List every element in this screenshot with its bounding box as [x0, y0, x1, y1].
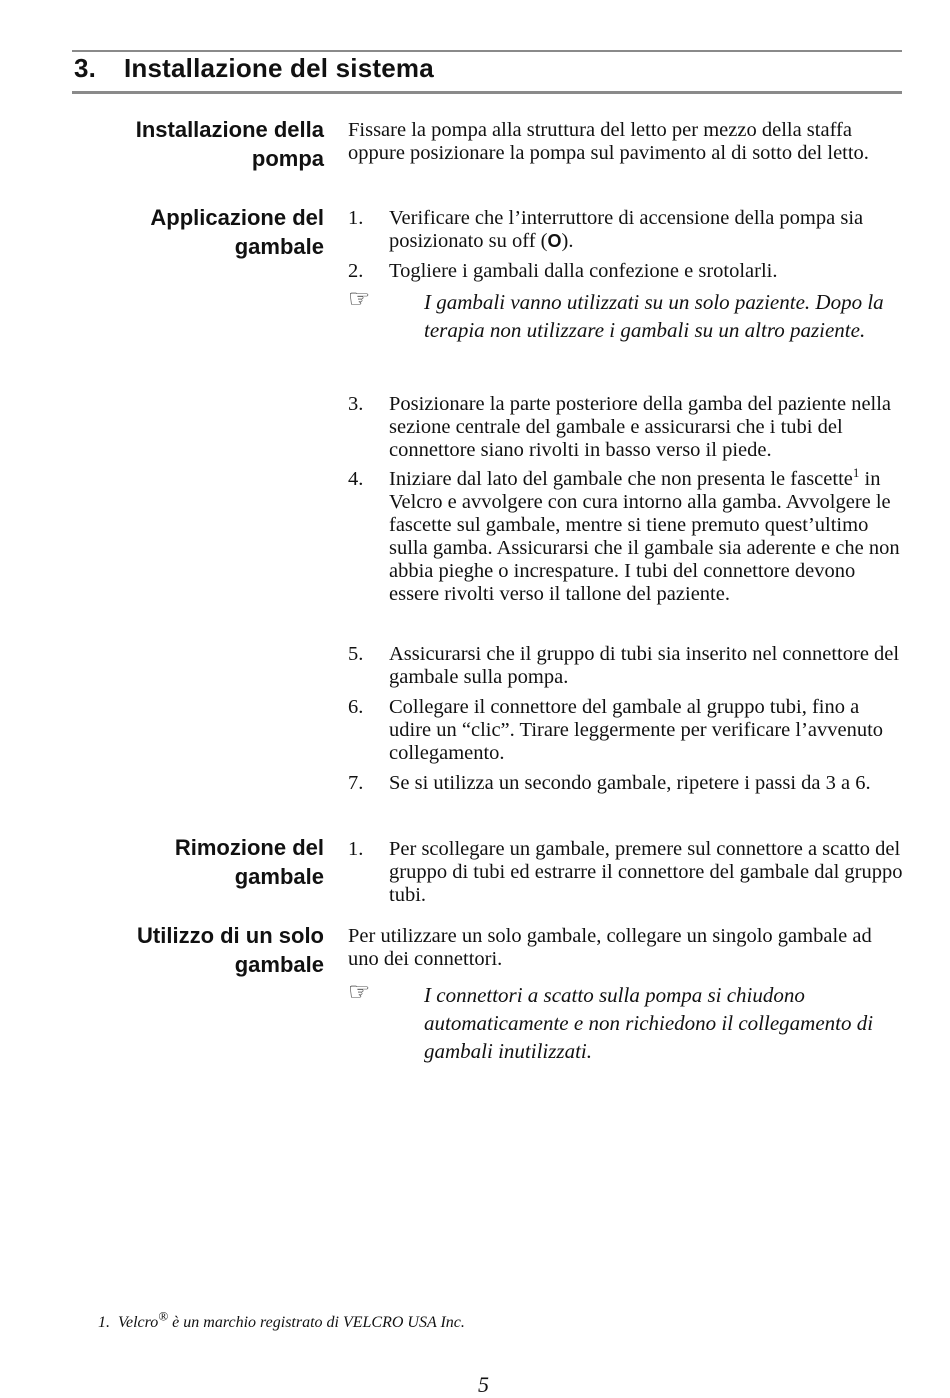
step-text: Assicurarsi che il gruppo di tubi sia inserito nel connettore del gambale sulla pompa.: [389, 643, 900, 688]
section-heading-line: gambale: [234, 864, 324, 889]
section-body-utilizzo-solo-gambale: Per utilizzare un solo gambale, collegare un singolo gambale ad uno dei connettori.: [348, 925, 872, 970]
section-heading-utilizzo-solo-gambale: [44, 921, 324, 979]
step-number: 3.: [348, 393, 364, 415]
section-body-installazione-pompa: Fissare la pompa alla struttura del letto per mezzo della staffa oppure posizionare la pompa sul pavimento al di sotto del letto.: [348, 119, 869, 164]
header-rule-top: [72, 50, 902, 52]
step-number: 7.: [348, 772, 364, 794]
footnote-text: è un marchio registrato di VELCRO USA Inc.: [168, 1314, 465, 1331]
step-text-end: ).: [561, 230, 574, 252]
step-text: [389, 207, 903, 253]
step-text: Per scollegare un gambale, premere sul connettore a scatto del gruppo di tubi ed estrarre il connettore del gambale dal gruppo tubi.: [389, 838, 903, 906]
step-item: [348, 643, 903, 689]
step-number: 5.: [348, 643, 364, 665]
step-item: [348, 838, 903, 907]
section-heading-installazione-pompa: [44, 115, 324, 173]
chapter-number: 3.: [74, 53, 97, 83]
step-text: Posizionare la parte posteriore della gamba del paziente nella sezione centrale del gambale e assicurarsi che i tubi del connettore siano rivolti in basso verso il piede.: [389, 393, 892, 461]
step-item: [348, 393, 903, 462]
step-text-main: Verificare che l’interruttore di accensione della pompa sia posizionato su off (: [389, 207, 864, 252]
section-heading-line: gambale: [234, 234, 324, 259]
step-item: [348, 465, 903, 606]
step-text: Togliere i gambali dalla confezione e srotolarli.: [389, 260, 778, 282]
step-text-start: Iniziare dal lato del gambale che non presenta le fascette: [389, 468, 853, 490]
step-number: 4.: [348, 468, 364, 490]
step-text: Collegare il connettore del gambale al gruppo tubi, fino a udire un “clic”. Tirare leggermente per verificare l’avvenuto collegamento.: [389, 696, 884, 764]
chapter-title-text: Installazione del sistema: [124, 53, 434, 83]
section-heading-line: gambale: [234, 952, 324, 977]
section-heading-line: Installazione della: [135, 117, 324, 142]
note-single-patient: [348, 288, 903, 344]
step-number: 1.: [348, 207, 364, 229]
step-item: [348, 260, 903, 283]
section-heading-line: Applicazione del: [150, 205, 324, 230]
chapter-title: [74, 53, 434, 84]
section-heading-rimozione-gambale: [44, 833, 324, 891]
step-text: [389, 465, 903, 606]
section-heading-line: Rimozione del: [174, 835, 324, 860]
step-number: 6.: [348, 696, 364, 718]
section-heading-line: pompa: [251, 146, 324, 171]
footnote-brand: Velcro: [118, 1314, 159, 1331]
footnote: [98, 1308, 465, 1332]
pointing-hand-icon: ☞: [348, 979, 371, 1006]
step-item: [348, 696, 903, 765]
step-text-end: in Velcro e avvolgere con cura intorno alla gamba. Avvolgere le fascette sul gambale, mentre si tiene premuto quest’ultimo sulla gamba. Assicurarsi che il gambale sia aderente e che non abbia pieghe o increspature. I tubi del connettore devono essere rivolti verso il tallone del paziente.: [389, 468, 900, 605]
off-symbol: O: [547, 231, 562, 251]
section-heading-applicazione-gambale: [44, 203, 324, 261]
note-text: I gambali vanno utilizzati su un solo paziente. Dopo la terapia non utilizzare i gambali su un altro paziente.: [424, 290, 884, 342]
page-number: 5: [478, 1372, 489, 1397]
footnote-number: 1.: [98, 1314, 110, 1331]
footnote-ref: 1: [852, 465, 860, 481]
note-snap-connectors: [348, 981, 903, 1065]
pointing-hand-icon: ☞: [348, 286, 371, 313]
note-text: I connettori a scatto sulla pompa si chiudono automaticamente e non richiedono il collegamento di gambali inutilizzati.: [424, 983, 874, 1063]
header-rule-bottom: [72, 91, 902, 94]
step-number: 1.: [348, 838, 364, 860]
section-heading-line: Utilizzo di un solo: [137, 923, 324, 948]
step-text: Se si utilizza un secondo gambale, ripetere i passi da 3 a 6.: [389, 772, 871, 794]
registered-mark: ®: [158, 1308, 169, 1324]
step-item: [348, 207, 903, 253]
step-item: [348, 772, 903, 795]
step-number: 2.: [348, 260, 364, 282]
